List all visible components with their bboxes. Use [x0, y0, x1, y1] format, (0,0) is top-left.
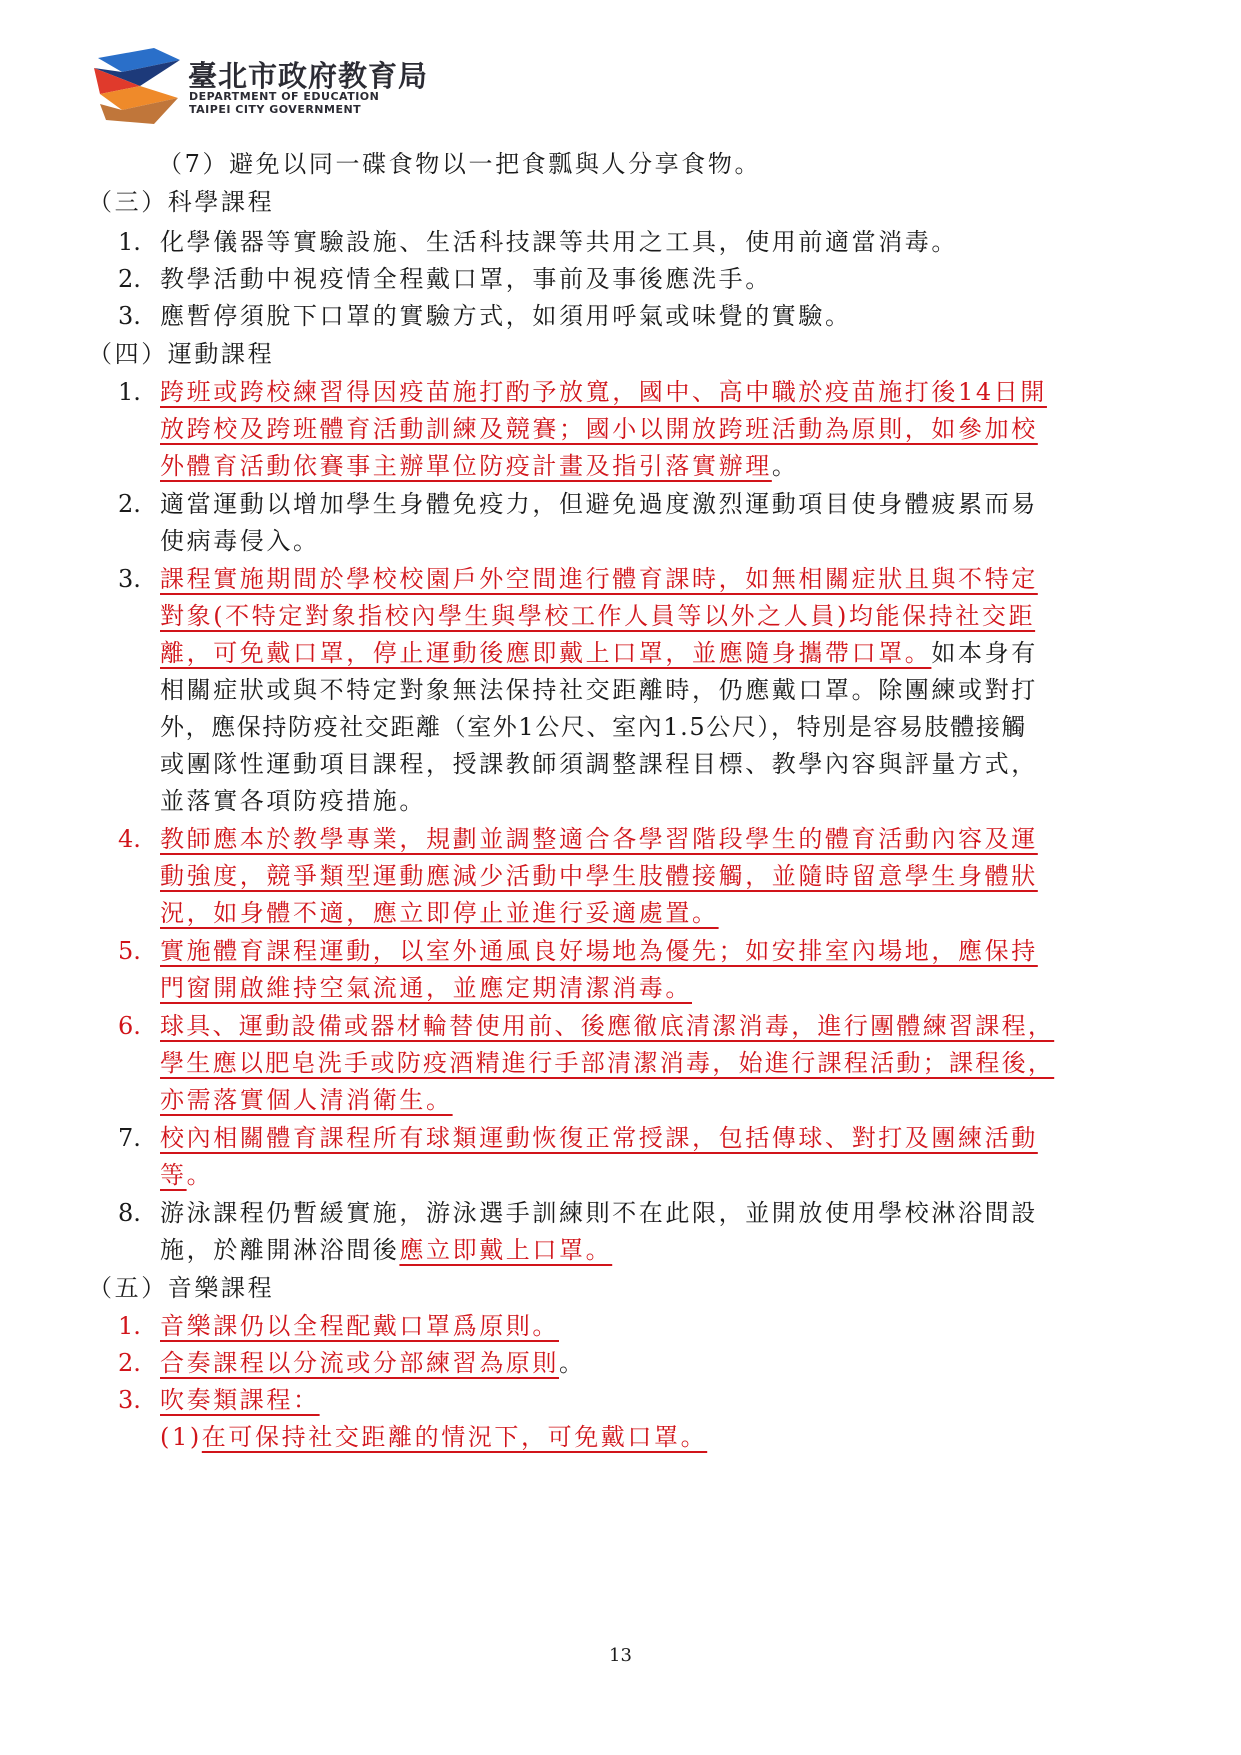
department-logo [92, 46, 472, 126]
s4-item-1-line-1: 跨班或跨校練習得因疫苗施打酌予放寬，國中、高中職於疫苗施打後14日開 [160, 378, 1047, 406]
s5-item-3-text: 吹奏類課程： [160, 1386, 320, 1414]
s4-item-1-line-3-end: 。 [771, 452, 799, 480]
s4-item-2-number: 2. [118, 490, 141, 518]
s4-item-2-line-1: 適當運動以增加學生身體免疫力，但避免過度激烈運動項目使身體疲累而易 [160, 490, 1038, 518]
org-name-chinese: 臺北市政府教育局 [188, 59, 429, 93]
s4-item-5-line-2: 門窗開啟維持空氣流通，並應定期清潔消毒。 [160, 974, 692, 1002]
s4-item-8-line-2 [160, 1236, 612, 1264]
s4-item-6-line-2: 學生應以肥皂洗手或防疫酒精進行手部清潔消毒，始進行課程活動；課程後， [160, 1049, 1055, 1077]
s5-item-2-end: 。 [559, 1349, 586, 1377]
s4-item-8-line-2-highlight: 應立即戴上口罩。 [399, 1236, 613, 1264]
s4-item-7-line-2 [160, 1161, 213, 1189]
s4-item-2-line-2: 使病毒侵入。 [160, 527, 320, 555]
s5-item-3-number: 3. [118, 1386, 141, 1414]
s4-item-3-line-3 [160, 639, 1038, 667]
s4-item-3-line-3-highlight: 離，可免戴口罩，停止運動後應即戴上口罩，並應隨身攜帶口罩。 [160, 639, 932, 667]
section-3-heading: （三）科學課程 [88, 188, 275, 216]
s4-item-6-line-1: 球具、運動設備或器材輪替使用前、後應徹底清潔消毒，進行團體練習課程， [160, 1012, 1055, 1040]
s4-item-4-line-1: 教師應本於教學專業，規劃並調整適合各學習階段學生的體育活動內容及運 [160, 825, 1038, 853]
org-name-english-line2: TAIPEI CITY GOVERNMENT [189, 103, 362, 116]
s4-item-1-line-3-highlight: 外體育活動依賽事主辦單位防疫計畫及指引落實辦理 [160, 452, 772, 480]
org-name-english-line1: DEPARTMENT OF EDUCATION [189, 90, 380, 103]
s5-item-3-sub-1 [160, 1423, 707, 1451]
s5-item-1-number: 1. [118, 1312, 141, 1340]
s4-item-5-line-1: 實施體育課程運動，以室外通風良好場地為優先；如安排室內場地，應保持 [160, 937, 1038, 965]
s4-item-7-number: 7. [118, 1124, 141, 1152]
s4-item-7-line-2-highlight: 等 [160, 1161, 187, 1189]
s5-item-2-highlight: 合奏課程以分流或分部練習為原則 [160, 1349, 559, 1377]
s4-item-7-line-2-end: 。 [186, 1161, 214, 1189]
s4-item-6-line-3: 亦需落實個人清消衛生。 [160, 1086, 453, 1114]
s5-item-3-sub-1-text: 在可保持社交距離的情況下，可免戴口罩。 [201, 1423, 708, 1451]
s4-item-3-line-5: 外，應保持防疫社交距離（室外1公尺、室內1.5公尺），特別是容易肢體接觸 [160, 713, 1028, 741]
s3-item-3-text: 應暫停須脫下口罩的實驗方式，如須用呼氣或味覺的實驗。 [160, 302, 852, 330]
section-5-heading: （五）音樂課程 [88, 1274, 275, 1302]
department-emblem-icon [92, 46, 182, 126]
s4-item-1-line-2: 放跨校及跨班體育活動訓練及競賽；國小以開放跨班活動為原則，如參加校 [160, 415, 1038, 443]
s4-item-8-line-2-start: 施，於離開淋浴間後 [160, 1236, 400, 1264]
s3-item-2-number: 2. [118, 265, 141, 293]
page-number: 13 [609, 1645, 632, 1666]
s4-item-6-number: 6. [118, 1012, 141, 1040]
s4-item-3-line-1: 課程實施期間於學校校園戶外空間進行體育課時，如無相關症狀且與不特定 [160, 565, 1038, 593]
s4-item-3-line-4: 相關症狀或與不特定對象無法保持社交距離時，仍應戴口罩。除團練或對打 [160, 676, 1038, 704]
list-item-7-text: （7）避免以同一碟食物以一把食瓢與人分享食物。 [158, 150, 762, 178]
s3-item-1-text: 化學儀器等實驗設施、生活科技課等共用之工具，使用前適當消毒。 [160, 228, 958, 256]
s4-item-3-line-6: 或團隊性運動項目課程，授課教師須調整課程目標、教學內容與評量方式， [160, 750, 1038, 778]
s4-item-8-line-1: 游泳課程仍暫緩實施，游泳選手訓練則不在此限，並開放使用學校淋浴間設 [160, 1199, 1038, 1227]
s4-item-8-number: 8. [118, 1199, 141, 1227]
s5-item-2-number: 2. [118, 1349, 141, 1377]
s4-item-3-line-2: 對象(不特定對象指校內學生與學校工作人員等以外之人員)均能保持社交距 [160, 602, 1036, 630]
section-4-heading: （四）運動課程 [88, 340, 275, 368]
s3-item-3-number: 3. [118, 302, 141, 330]
s3-item-2-text: 教學活動中視疫情全程戴口罩，事前及事後應洗手。 [160, 265, 772, 293]
s4-item-4-number: 4. [118, 825, 141, 853]
s5-item-2-text [160, 1349, 586, 1377]
s5-item-3-sub-1-marker: (1) [160, 1423, 202, 1451]
s4-item-3-number: 3. [118, 565, 141, 593]
s4-item-7-line-1: 校內相關體育課程所有球類運動恢復正常授課，包括傳球、對打及團練活動 [160, 1124, 1038, 1152]
s4-item-3-line-3-rest: 如本身有 [931, 639, 1038, 667]
s5-item-1-text: 音樂課仍以全程配戴口罩爲原則。 [160, 1312, 559, 1340]
s4-item-5-number: 5. [118, 937, 141, 965]
s4-item-3-line-7: 並落實各項防疫措施。 [160, 787, 426, 815]
s4-item-4-line-3: 況，如身體不適，應立即停止並進行妥適處置。 [160, 899, 719, 927]
s3-item-1-number: 1. [118, 228, 141, 256]
s4-item-1-line-3 [160, 452, 798, 480]
s4-item-1-number: 1. [118, 378, 141, 406]
s4-item-4-line-2: 動強度，競爭類型運動應減少活動中學生肢體接觸，並隨時留意學生身體狀 [160, 862, 1038, 890]
